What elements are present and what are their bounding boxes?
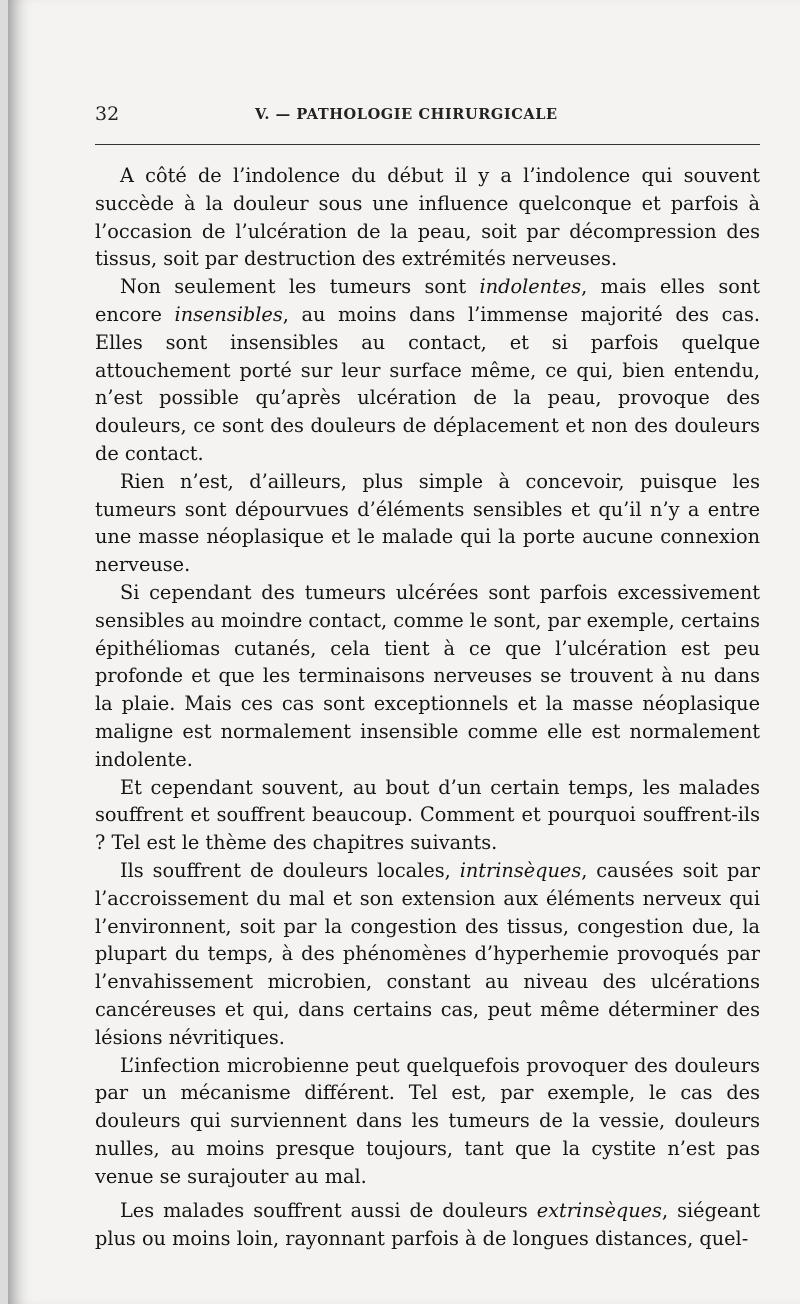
- italic-term: extrinsèques: [536, 1199, 662, 1223]
- italic-term: intrinsèques: [459, 858, 582, 882]
- header-rule: [95, 144, 760, 145]
- paragraph-2: Non seulement les tumeurs sont indolentes, mais elles sont encore insensibles, au moins dans l’immense majorité des cas. Elles sont insensibles au contact, et si parfois quelque attouchement porté sur leur surface même, ce qui, bien entendu, n’est possible qu’après ulcération de la peau, provoque des douleurs, ce sont des douleurs de déplacement et non des douleurs de contact.: [95, 275, 761, 465]
- paragraph-1: A côté de l’indolence du début il y a l’indolence qui souvent succède à la douleur sous une influence quelconque et parfois à l’occasion de l’ulcération de la peau, soit par décompression des tissus, soit par destruction des extrémités nerveuses.: [95, 164, 760, 271]
- paragraph-6: Ils souffrent de douleurs locales, intrinsèques, causées soit par l’accroissement du mal et son extension aux éléments nerveux qui l’environnent, soit par la congestion des tissus, congestion due, la plupart du temps, à des phénomènes d’hyperhemie provoqués par l’envahissement microbien, constant au niveau des ulcérations cancéreuses et qui, dans certains cas, peut même déterminer des lésions névritiques.: [95, 858, 760, 1049]
- book-page: [8, 0, 800, 1304]
- page-header: [95, 103, 760, 129]
- paragraph-8: Les malades souffrent aussi de douleurs extrinsèques, siégeant plus ou moins loin, rayonnant parfois à de longues distances, quel-: [95, 1199, 760, 1251]
- paragraph-3: Rien n’est, d’ailleurs, plus simple à concevoir, puisque les tumeurs sont dépourvues d’éléments sensibles et qu’il n’y a entre une masse néoplasique et le malade qui la porte aucune connexion nerveuse.: [95, 469, 760, 577]
- running-title: V. — PATHOLOGIE CHIRURGICALE: [255, 106, 558, 123]
- paragraph-7: L’infection microbienne peut quelquefois provoquer des douleurs par un mécanisme différent. Tel est, par exemple, le cas des douleurs qui surviennent dans les tumeurs de la vessie, douleurs nulles, au moins presque toujours, tant que la cystite n’est pas venue se surajouter au mal.: [95, 1053, 760, 1188]
- paragraph-4: Si cependant des tumeurs ulcérées sont parfois excessivement sensibles au moindre contact, comme le sont, par exemple, certains épithéliomas cutanés, cela tient à ce que l’ulcération est peu profonde et que les terminaisons nerveuses se trouvent à nu dans la plaie. Mais ces cas sont exceptionnels et la masse néoplasique maligne est normalement insensible comme elle est normalement indolente.: [95, 580, 760, 771]
- body-text: [95, 162, 760, 1253]
- paragraph-5: Et cependant souvent, au bout d’un certain temps, les malades souffrent et souffrent beaucoup. Comment et pourquoi souffrent-ils ? Tel est le thème des chapitres suivants.: [95, 775, 760, 855]
- page-number: 32: [95, 103, 120, 125]
- italic-term: insensibles: [174, 302, 283, 326]
- italic-term: indolentes: [479, 275, 582, 299]
